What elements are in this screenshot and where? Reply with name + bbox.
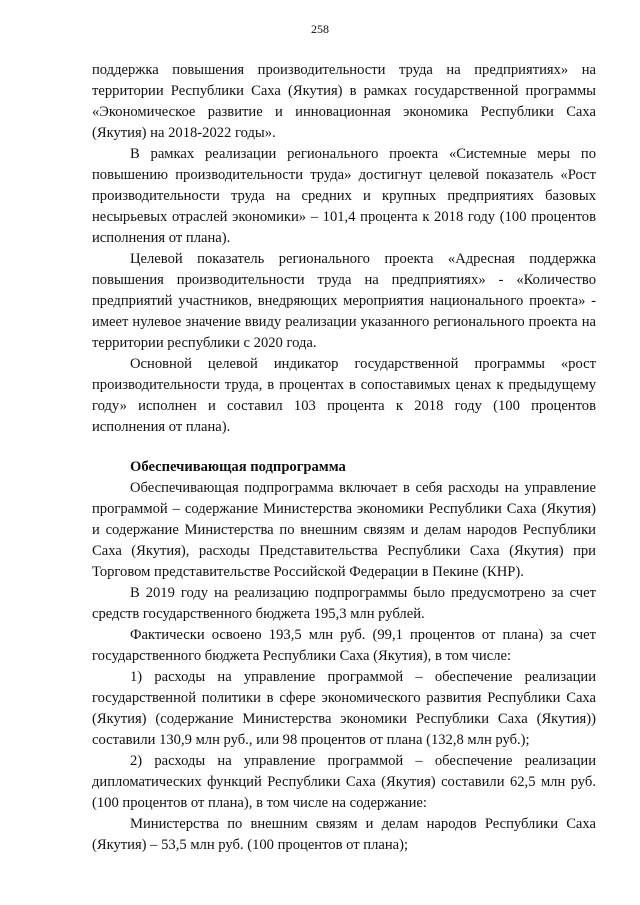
paragraph-foreign-ministry: Министерства по внешним связям и делам народов Республики Саха (Якутия) – 53,5 млн руб. (100 процентов от плана); — [92, 816, 596, 853]
paragraph-continuation: поддержка повышения производительности труда на предприятиях» на территории Республики Саха (Якутия) в рамках государственной программы «Экономическое развитие и инновационная экономика Республики Саха (Якутия) на 2018-2022 годы». — [92, 62, 596, 141]
list-item-diplomatic-functions: 2) расходы на управление программой – обеспечение реализации дипломатических функций Республики Саха (Якутия) составили 62,5 млн руб. (100 процентов от плана), в том числе на содержание: — [92, 753, 596, 811]
paragraph-main-indicator: Основной целевой индикатор государственной программы «рост производительности труда, в процентах в сопоставимых ценах к предыдущему году» исполнен и составил 103 процента к 2018 году (100 процентов исполнения от плана). — [92, 356, 596, 435]
paragraph-budget-planned: В 2019 году на реализацию подпрограммы было предусмотрено за счет средств государственного бюджета 195,3 млн рублей. — [92, 585, 596, 622]
paragraph-actual-spent: Фактически освоено 193,5 млн руб. (99,1 процентов от плана) за счет государственного бюджета Республики Саха (Якутия), в том числе: — [92, 627, 596, 664]
paragraph-regional-project: В рамках реализации регионального проекта «Системные меры по повышению производительности труда» достигнут целевой показатель «Рост производительности труда на средних и крупных предприятиях базовых несырьевых отраслей экономики» – 101,4 процента к 2018 году (100 процентов исполнения от плана). — [92, 146, 596, 246]
paragraph-subprogram-intro: Обеспечивающая подпрограмма включает в себя расходы на управление программой – содержание Министерства экономики Республики Саха (Якутия) и содержание Министерства по внешним связям и делам народов Республики Саха (Якутия), расходы Представительства Республики Саха (Якутия) при Торговом представительстве Российской Федерации в Пекине (КНР). — [92, 480, 596, 580]
paragraph-target-indicator: Целевой показатель регионального проекта «Адресная поддержка повышения производительности труда на предприятиях» - «Количество предприятий участников, внедряющих мероприятия национального проекта» - имеет нулевое значение ввиду реализации указанного регионального проекта на территории республики с 2020 года. — [92, 251, 596, 351]
page-content — [92, 60, 596, 856]
page-number: 258 — [311, 22, 329, 36]
list-item-economy-ministry: 1) расходы на управление программой – обеспечение реализации государственной политики в сфере экономического развития Республики Саха (Якутия) (содержание Министерства экономики Республики Саха (Якутия)) составили 130,9 млн руб., или 98 процентов от плана (132,8 млн руб.); — [92, 669, 596, 748]
section-heading: Обеспечивающая подпрограмма — [130, 459, 346, 475]
